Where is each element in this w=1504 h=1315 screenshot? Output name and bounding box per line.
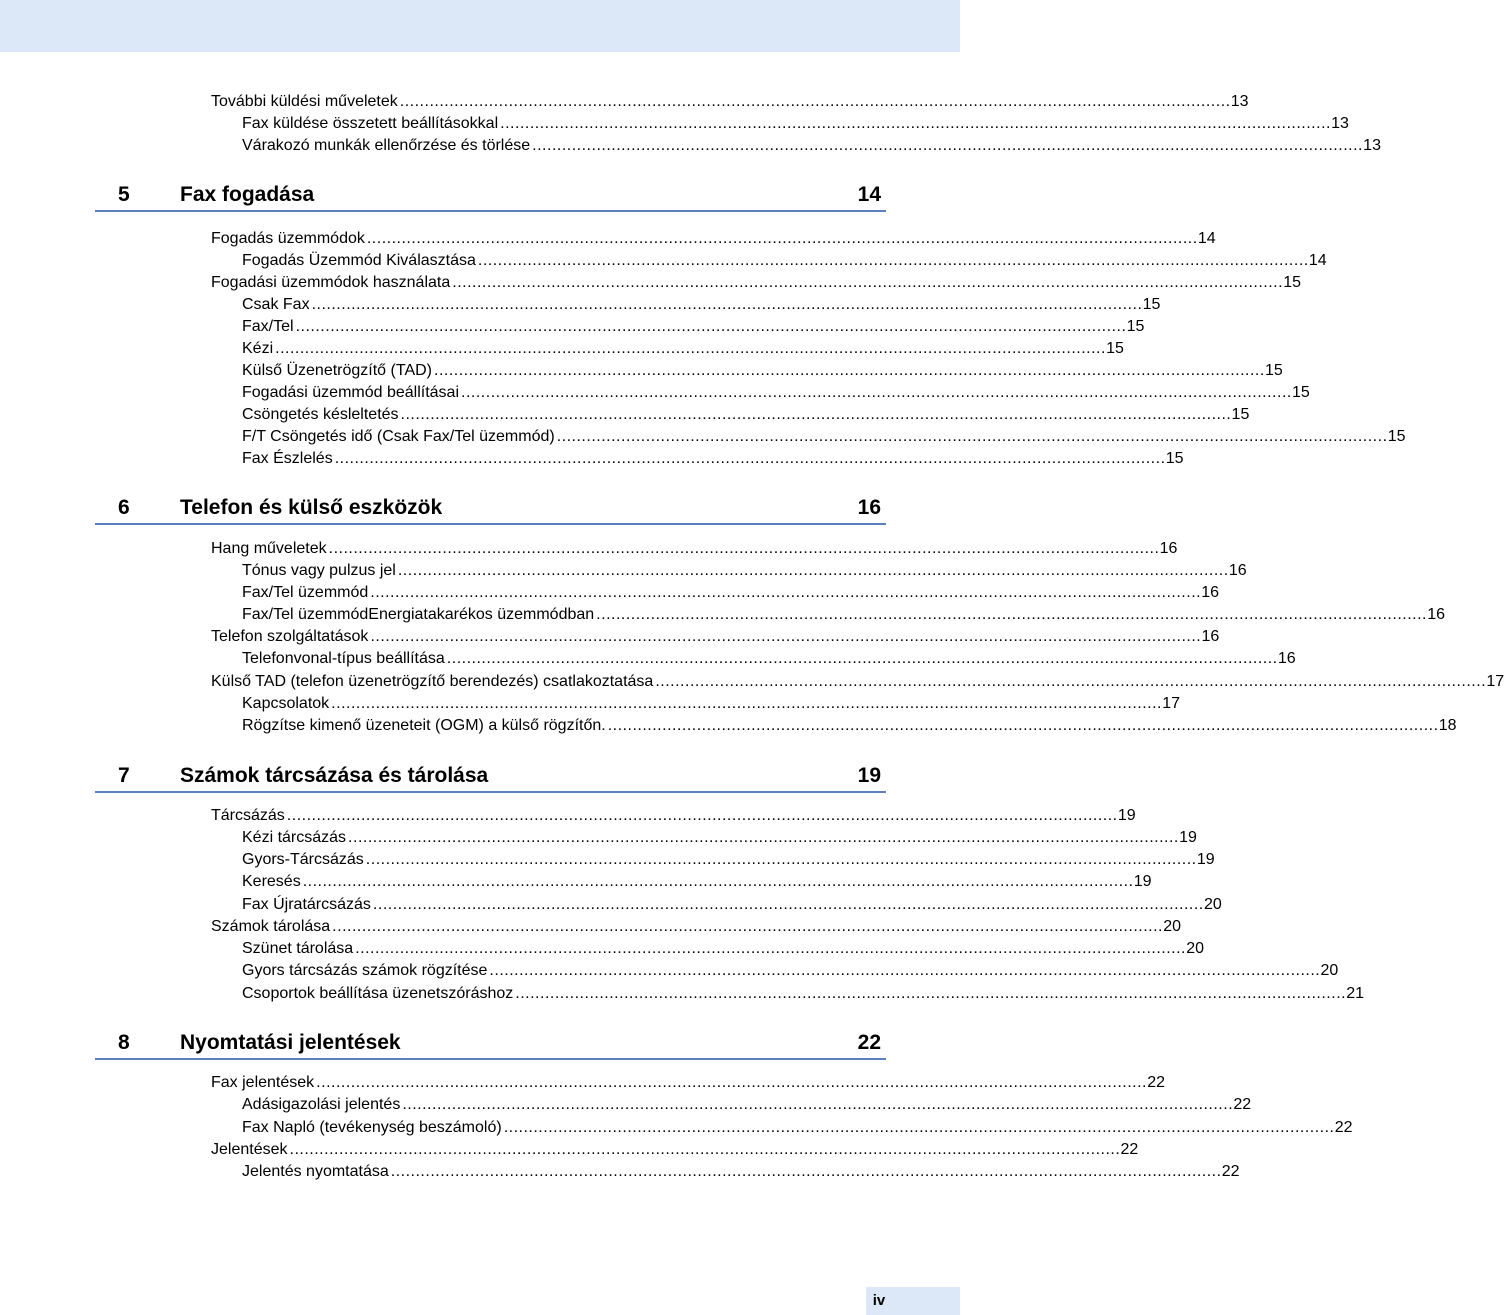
toc-entry[interactable]: Gyors tárcsázás számok rögzítése ........................................................................................................................................................................ 20 [242,962,1339,979]
toc-entry[interactable]: Jelentés nyomtatása ........................................................................................................................................................................ 22 [242,1163,1240,1180]
toc-entry[interactable]: Fogadás üzemmódok ........................................................................................................................................................................ 14 [211,230,1216,247]
toc-entry[interactable]: Várakozó munkák ellenőrzése és törlése ........................................................................................................................................................................ 13 [242,137,1381,154]
toc-entry[interactable]: Fax jelentések ........................................................................................................................................................................ 22 [211,1074,1165,1091]
chapter-number: 6 [118,496,130,519]
toc-entry[interactable]: Kézi ........................................................................................................................................................................ 15 [242,340,1124,357]
toc-entry[interactable]: Tónus vagy pulzus jel ........................................................................................................................................................................ 16 [242,562,1247,579]
chapter-title: Nyomtatási jelentések [180,1031,401,1054]
chapter-page: 22 [857,1031,881,1054]
chapter-heading[interactable] [95,180,886,212]
toc-entry[interactable]: Csöngetés késleltetés ........................................................................................................................................................................ 15 [242,406,1250,423]
toc-entry[interactable]: Jelentések ........................................................................................................................................................................ 22 [211,1141,1139,1158]
toc-entry[interactable]: Fax/Tel ........................................................................................................................................................................ 15 [242,318,1145,335]
chapter-title: Számok tárcsázása és tárolása [180,764,489,787]
toc-entry[interactable]: Fax/Tel üzemmódEnergiatakarékos üzemmódban ........................................................................................................................................................................ 16 [242,606,1445,623]
toc-entry[interactable]: Gyors-Tárcsázás ........................................................................................................................................................................ 19 [242,851,1215,868]
toc-entry[interactable]: Telefon szolgáltatások ........................................................................................................................................................................ 16 [211,628,1220,645]
toc-entry[interactable]: Számok tárolása ........................................................................................................................................................................ 20 [211,918,1181,935]
toc-entry[interactable]: Szünet tárolása ........................................................................................................................................................................ 20 [242,940,1204,957]
toc-entry[interactable]: Kapcsolatok ........................................................................................................................................................................ 17 [242,695,1180,712]
toc-entry[interactable]: Kézi tárcsázás ........................................................................................................................................................................ 19 [242,829,1197,846]
toc-entry[interactable]: Fax Újratárcsázás ........................................................................................................................................................................ 20 [242,896,1222,913]
toc-entry[interactable]: Fax Észlelés ........................................................................................................................................................................ 15 [242,450,1184,467]
toc-entry[interactable]: További küldési műveletek ........................................................................................................................................................................ 13 [211,93,1249,110]
chapter-page: 16 [857,496,881,519]
toc-entry[interactable]: Külső Üzenetrögzítő (TAD) ........................................................................................................................................................................ 15 [242,362,1283,379]
toc-entry[interactable]: Csak Fax ........................................................................................................................................................................ 15 [242,296,1161,313]
toc-entry[interactable]: Fogadási üzemmódok használata ........................................................................................................................................................................ 15 [211,274,1302,291]
chapter-number: 5 [118,183,130,206]
chapter-page: 19 [857,764,881,787]
chapter-number: 8 [118,1031,130,1054]
chapter-heading[interactable] [95,1028,886,1060]
toc-entry[interactable]: Hang műveletek ........................................................................................................................................................................ 16 [211,540,1178,557]
page-number: iv [872,1292,886,1309]
toc-entry[interactable]: Fax/Tel üzemmód ........................................................................................................................................................................ 16 [242,584,1220,601]
toc-entry[interactable]: Csoportok beállítása üzenetszóráshoz ........................................................................................................................................................................ 21 [242,985,1365,1002]
toc-entry[interactable]: F/T Csöngetés idő (Csak Fax/Tel üzemmód) ........................................................................................................................................................................ 15 [242,428,1406,445]
chapter-page: 14 [857,183,881,206]
toc-entry[interactable]: Fogadási üzemmód beállításai ........................................................................................................................................................................ 15 [242,384,1310,401]
chapter-heading[interactable] [95,761,886,793]
chapter-title: Telefon és külső eszközök [180,496,443,519]
toc-entry[interactable]: Telefonvonal-típus beállítása ........................................................................................................................................................................ 16 [242,650,1296,667]
toc-entry[interactable]: Külső TAD (telefon üzenetrögzítő berendezés) csatlakoztatása ........................................................................................................................................................................ 17 [211,673,1504,690]
chapter-number: 7 [118,764,130,787]
toc-entry[interactable]: Fogadás Üzemmód Kiválasztása ........................................................................................................................................................................ 14 [242,252,1327,269]
toc-entry[interactable]: Adásigazolási jelentés ........................................................................................................................................................................ 22 [242,1096,1252,1113]
toc-entry[interactable]: Fax Napló (tevékenység beszámoló) ........................................................................................................................................................................ 22 [242,1119,1353,1136]
chapter-heading[interactable] [95,493,886,525]
chapter-title: Fax fogadása [180,183,315,206]
toc-entry[interactable]: Tárcsázás ........................................................................................................................................................................ 19 [211,807,1136,824]
toc-entry[interactable]: Rögzítse kimenő üzeneteit (OGM) a külső rögzítőn. ........................................................................................................................................................................ 18 [242,717,1457,734]
toc-entry[interactable]: Keresés ........................................................................................................................................................................ 19 [242,873,1152,890]
toc-entry[interactable]: Fax küldése összetett beállításokkal ........................................................................................................................................................................ 13 [242,115,1349,132]
